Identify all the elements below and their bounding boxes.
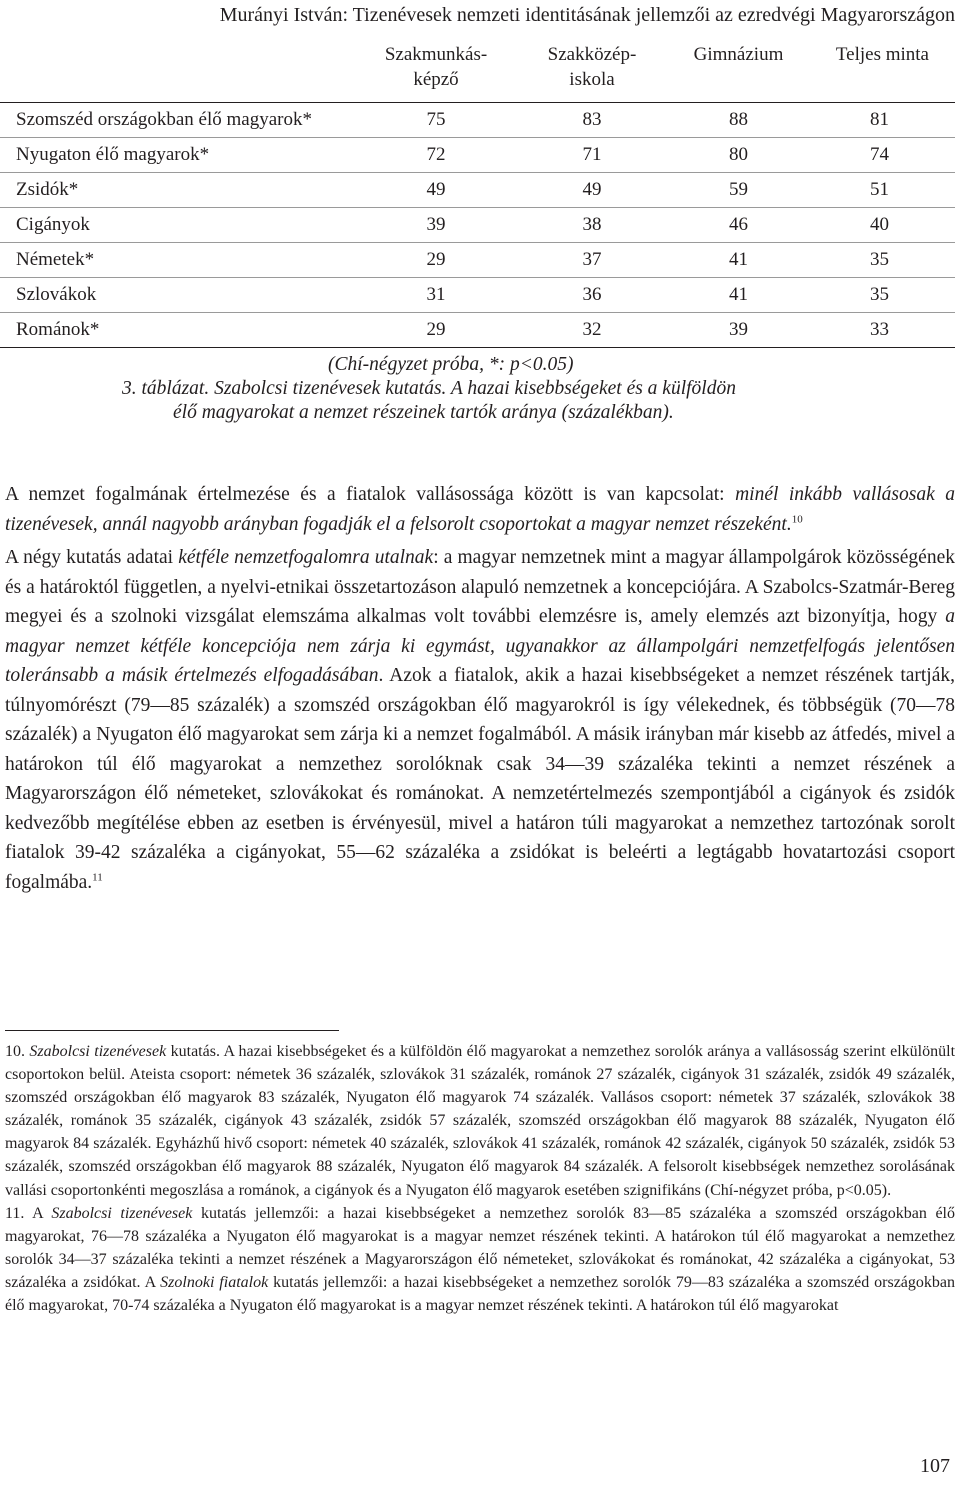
- data-table: [0, 42, 955, 348]
- table-cell: 88: [665, 103, 812, 138]
- table-row: [0, 208, 955, 243]
- column-header: Teljes minta: [812, 42, 955, 103]
- table-cell: 83: [519, 103, 665, 138]
- table-row: [0, 243, 955, 278]
- row-label: Nyugaton élő magyarok*: [0, 138, 353, 173]
- paragraph: A nemzet fogalmának értelmezése és a fiatalok vallásossága között is van kapcsolat: minél inkább vallásosak a tizenévesek, annál nagyobb arányban fogadják el a felsorolt csoportokat a magyar nemzet részeként.$^{10}$: [5, 484, 955, 535]
- running-header: Murányi István: Tizenévesek nemzeti identitásának jellemzői az ezredvégi Magyarországon: [219, 4, 955, 26]
- table-cell: 39: [353, 208, 519, 243]
- table-cell: 39: [665, 313, 812, 348]
- table-cell: 35: [812, 243, 955, 278]
- row-label: Szlovákok: [0, 278, 353, 313]
- table-cell: 59: [665, 173, 812, 208]
- table-row: [0, 173, 955, 208]
- table-note: (Chí-négyzet próba, *: p<0.05): [328, 354, 574, 375]
- table-cell: 37: [519, 243, 665, 278]
- table-cell: 29: [353, 243, 519, 278]
- table-cell: 71: [519, 138, 665, 173]
- footnote-ref: 10: [791, 513, 803, 525]
- table-cell: 72: [353, 138, 519, 173]
- caption-line-1: 3. táblázat. Szabolcsi tizenévesek kutatás. A hazai kisebbségeket és a külföldön: [122, 378, 736, 399]
- table-cell: 40: [812, 208, 955, 243]
- body-text: [5, 480, 955, 897]
- paragraph: A négy kutatás adatai kétféle nemzetfogalomra utalnak: a magyar nemzetnek mint a magyar állampolgárok közösségének és a határoktól független, a nyelvi-etnikai összetartozáson alapuló nemzetnek a koncepciójára. A Szabolcs-Szatmár-Bereg megyei és a szolnoki vizsgálat elemszáma alkalmas volt további elemzésre is, amely elemzés azt bizonyítja, hogy a magyar nemzet kétféle koncepciója nem zárja ki egymást, ugyanakkor az állampolgári nemzetfelfogás jelentősen toleránsabb a másik értelmezés elfogadásában. Azok a fiatalok, akik a hazai kisebbségeket a nemzet részének tartják, túlnyomórészt (79—85 százalék) a szomszéd országokban élő magyarokról is így vélekednek, és többségük (70—78 százalék) a Nyugaton élő magyarokat sem zárja ki a nemzet fogalmából. A másik irányban már kisebb az átfedés, mivel a határokon túl élő magyarokat a nemzethez sorolóknak csak 34—39 százaléka tekinti a nemzet részének a Magyarországon élő németeket, szlovákokat és románokat. A nemzetértelmezés szempontjából a cigányok és zsidók kedvezőbb megítélése ebben az esetben is érvényesül, mivel a határon túli magyarokat a nemzethez tartozónak sorolt fiatalok 39-42 százaléka a cigányokat, 55—62 százaléka a zsidókat is beleérti a legtágabb hovatartozási csoport fogalmába.$^{11}$: [5, 547, 955, 893]
- footnote-10: 10. Szabolcsi tizenévesek kutatás. A hazai kisebbségeket és a külföldön élő magyarokat a nemzethez sorolók aránya a vallásosság szerint elkülönült csoportokon belül. Ateista csoport: németek 36 százalék, szlovákok 31 százalék, románok 27 százalék, cigányok 31 százalék, zsidók 49 százalék, szomszéd országokban élő magyarok 83 százalék, Nyugaton élő magyarok 74 százalék. Vallásos csoport: németek 37 százalék, szlovákok 38 százalék, románok 35 százalék, cigányok 43 százalék, zsidók 57 százalék, szomszéd országokban élő magyarok 88 százalék, Nyugaton élő magyarok 84 százalék. Egyházhű hivő csoport: németek 40 százalék, szlovákok 41 százalék, románok 42 százalék, cigányok 50 százalék, zsidók 53 százalék, szomszéd országokban élő magyarok 88 százalék, Nyugaton élő magyarok 84 százalék. A felsorolt kisebbségek nemzethez sorolásának vallási csoportonkénti megoszlása a románok, a cigányok és a Nyugaton élő magyarok esetében szignifikáns (Chí-négyzet próba, p<0.05).: [5, 1043, 956, 1199]
- footnotes: [5, 1040, 955, 1317]
- table-row: [0, 313, 955, 348]
- table-cell: 41: [665, 278, 812, 313]
- table-header-empty: [0, 42, 353, 103]
- table-header-row: [0, 42, 955, 103]
- footnote-ref: 11: [92, 871, 103, 883]
- table-cell: 32: [519, 313, 665, 348]
- table-row: [0, 278, 955, 313]
- table-cell: 38: [519, 208, 665, 243]
- column-header: Gimnázium: [665, 42, 812, 103]
- table-cell: 51: [812, 173, 955, 208]
- table-cell: 33: [812, 313, 955, 348]
- table-cell: 36: [519, 278, 665, 313]
- table-caption: [0, 353, 960, 425]
- table-row: [0, 138, 955, 173]
- table-cell: 31: [353, 278, 519, 313]
- table-cell: 49: [519, 173, 665, 208]
- row-label: Cigányok: [0, 208, 353, 243]
- row-label: Németek*: [0, 243, 353, 278]
- page-number: 107: [920, 1455, 950, 1477]
- table-cell: 41: [665, 243, 812, 278]
- table-cell: 81: [812, 103, 955, 138]
- table-cell: 74: [812, 138, 955, 173]
- row-label: Zsidók*: [0, 173, 353, 208]
- table-cell: 80: [665, 138, 812, 173]
- column-header: Szakmunkás- képző: [353, 42, 519, 103]
- caption-line-2: élő magyarokat a nemzet részeinek tartók aránya (százalékban).: [173, 402, 674, 423]
- table-cell: 35: [812, 278, 955, 313]
- table-cell: 49: [353, 173, 519, 208]
- table-row: [0, 103, 955, 138]
- footnote-divider: [5, 1030, 339, 1031]
- row-label: Románok*: [0, 313, 353, 348]
- table-cell: 75: [353, 103, 519, 138]
- footnote-11: 11. A Szabolcsi tizenévesek kutatás jellemzői: a hazai kisebbségeket a nemzethez sorolók 83—85 százaléka a szomszéd országokban élő magyarokat, 76—78 százaléka a Nyugaton élő magyarokat is a magyar nemzet részének tekinti. A határokon túl élő magyarokat a nemzethez sorolók 34—37 százaléka tekinti a nemzet részének a Magyarországon élő németeket, szlovákokat és románokat, 42 százaléka a cigányokat, 53 százaléka a zsidókat. A Szolnoki fiatalok kutatás jellemzői: a hazai kisebbségeket a nemzethez sorolók 79—83 százaléka a szomszéd országokban élő magyarokat, 70-74 százaléka a Nyugaton élő magyarokat is a magyar nemzet részének tekinti. A határokon túl élő magyarokat: [5, 1204, 956, 1315]
- table-cell: 46: [665, 208, 812, 243]
- table-cell: 29: [353, 313, 519, 348]
- column-header: Szakközép- iskola: [519, 42, 665, 103]
- row-label: Szomszéd országokban élő magyarok*: [0, 103, 353, 138]
